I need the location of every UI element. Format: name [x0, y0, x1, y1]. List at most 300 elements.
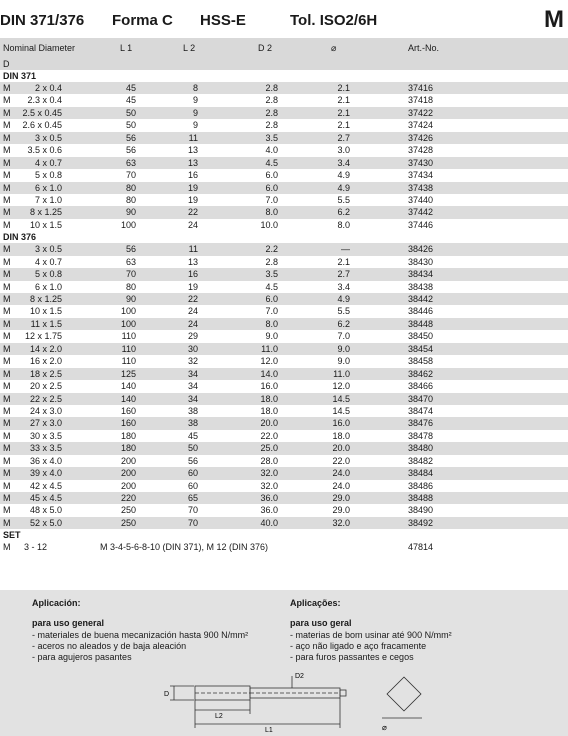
- table-row: [0, 330, 568, 342]
- row-size: 27 x 3.0: [29, 418, 62, 429]
- row-d2: 25.0: [260, 443, 278, 454]
- row-l1: 180: [120, 430, 136, 441]
- row-art-no: 37430: [408, 157, 434, 168]
- row-l2: 56: [187, 455, 198, 466]
- row-size: 4 x 0.7: [34, 256, 62, 267]
- row-art-no: 38480: [408, 443, 434, 454]
- table-row: [0, 517, 568, 529]
- row-size: 2.3 x 0.4: [27, 95, 62, 106]
- row-l1: 140: [120, 381, 136, 392]
- table-row: [0, 480, 568, 492]
- row-size: 22 x 2.5: [29, 393, 62, 404]
- set-size: 3 - 12: [24, 542, 48, 553]
- row-l1: 45: [125, 95, 136, 106]
- row-m: M: [3, 381, 11, 392]
- row-l2: 22: [187, 207, 198, 218]
- row-art-no: 38462: [408, 368, 434, 379]
- row-art-no: 37438: [408, 182, 434, 193]
- page-header: [0, 6, 568, 36]
- row-d2: 6.0: [265, 294, 278, 304]
- group-din376: DIN 376: [0, 231, 568, 243]
- row-l2: 38: [187, 418, 198, 429]
- row-d2: 36.0: [260, 505, 278, 516]
- row-diameter: 2.1: [337, 120, 350, 131]
- row-l1: 63: [125, 157, 136, 168]
- row-l2: 13: [187, 145, 198, 156]
- row-art-no: 38454: [408, 343, 434, 354]
- drawing-label-d2: D2: [295, 673, 304, 680]
- row-l1: 160: [120, 418, 136, 429]
- row-size: 7 x 1.0: [34, 194, 62, 205]
- row-size: 10 x 1.5: [29, 306, 62, 317]
- col-nominal-diameter: Nominal Diameter: [3, 43, 76, 53]
- row-diameter: 3.4: [337, 157, 350, 168]
- row-d2: 10.0: [260, 219, 278, 230]
- row-l2: 11: [188, 244, 198, 255]
- table-row: [0, 206, 568, 218]
- row-size: 5 x 0.8: [34, 170, 62, 181]
- row-m: M: [3, 331, 11, 342]
- table-row: [0, 268, 568, 280]
- row-diameter: 2.1: [337, 256, 350, 267]
- table-row: [0, 455, 568, 467]
- table-row: [0, 467, 568, 479]
- standard-label: DIN 371/376: [0, 12, 85, 29]
- row-art-no: 38470: [408, 393, 434, 404]
- row-art-no: 37422: [408, 107, 434, 118]
- table-row: [0, 504, 568, 516]
- table-row: [0, 417, 568, 429]
- row-m: M: [3, 120, 11, 131]
- table-row: [0, 281, 568, 293]
- row-art-no: 37446: [408, 219, 434, 230]
- row-art-no: 37426: [408, 132, 434, 143]
- row-d2: 2.8: [265, 107, 278, 118]
- pt-item: - aço não ligado e aço fracamente: [290, 641, 427, 651]
- row-art-no: 38486: [408, 480, 434, 491]
- col-diameter-symbol: ⌀: [331, 43, 337, 53]
- es-item: - para agujeros pasantes: [32, 652, 132, 662]
- row-l2: 24: [187, 318, 198, 329]
- table-row: [0, 119, 568, 131]
- set-art-no: 47814: [408, 542, 434, 553]
- row-l2: 45: [187, 430, 198, 441]
- row-m: M: [3, 455, 11, 466]
- row-diameter: 2.1: [337, 95, 350, 106]
- row-m: M: [3, 95, 11, 106]
- row-l1: 80: [125, 194, 136, 205]
- row-m: M: [3, 256, 11, 267]
- row-m: M: [3, 194, 11, 205]
- row-size: 36 x 4.0: [29, 455, 62, 466]
- row-l2: 9: [192, 95, 198, 106]
- row-size: 6 x 1.0: [34, 281, 62, 292]
- row-m: M: [3, 182, 11, 193]
- row-l1: 200: [120, 455, 136, 466]
- row-art-no: 38474: [408, 405, 434, 416]
- row-size: 11 x 1.5: [30, 318, 62, 329]
- row-m: M: [3, 107, 11, 118]
- row-l2: 9: [192, 107, 198, 118]
- row-size: 45 x 4.5: [29, 493, 62, 503]
- row-l1: 56: [125, 244, 136, 255]
- drawing-label-d: D: [164, 691, 170, 698]
- row-diameter: 22.0: [332, 455, 350, 466]
- pt-subtitle: para uso geral: [290, 618, 352, 628]
- row-l2: 50: [187, 443, 198, 454]
- row-d2: 7.0: [265, 194, 278, 205]
- col-nominal-d: D: [3, 59, 10, 69]
- row-art-no: 38430: [408, 256, 434, 267]
- row-l1: 90: [125, 294, 136, 304]
- row-m: M: [3, 443, 11, 454]
- row-m: M: [3, 405, 11, 416]
- table-row: [0, 169, 568, 181]
- row-size: 4 x 0.7: [34, 157, 62, 168]
- row-art-no: 38434: [408, 269, 434, 280]
- row-l2: 16: [187, 170, 198, 181]
- row-d2: 9.0: [265, 331, 278, 342]
- row-l1: 70: [125, 269, 136, 280]
- din376-rows: [0, 243, 568, 529]
- row-d2: 40.0: [260, 517, 278, 528]
- row-size: 8 x 1.25: [29, 207, 62, 218]
- table-row: [0, 293, 568, 305]
- tap-dimension-drawing: [160, 668, 460, 734]
- row-l1: 70: [125, 170, 136, 181]
- table-row: [0, 182, 568, 194]
- row-d2: 16.0: [260, 381, 278, 392]
- table-row: [0, 132, 568, 144]
- es-item: - aceros no aleados y de baja aleación: [32, 641, 187, 651]
- es-title: Aplicación:: [32, 598, 81, 608]
- row-art-no: 38484: [408, 468, 434, 479]
- row-d2: 14.0: [260, 368, 278, 379]
- row-d2: 22.0: [260, 430, 278, 441]
- table-row: [0, 430, 568, 442]
- row-size: 2 x 0.4: [34, 83, 62, 93]
- drawing-label-diameter: ⌀: [382, 723, 387, 732]
- row-m: M: [3, 157, 11, 168]
- pt-item: - materias de bom usinar até 900 N/mm²: [290, 630, 452, 640]
- row-art-no: 38458: [408, 356, 434, 367]
- row-d2: 2.8: [265, 256, 278, 267]
- row-m: M: [3, 480, 11, 491]
- row-l2: 11: [188, 132, 198, 143]
- drawing-label-l1: L1: [265, 727, 273, 734]
- row-m: M: [3, 83, 11, 93]
- row-diameter: 9.0: [337, 343, 350, 354]
- row-d2: 2.8: [265, 120, 278, 131]
- col-d2: D 2: [258, 43, 273, 53]
- table-row: [0, 492, 568, 504]
- row-art-no: 37442: [408, 207, 434, 218]
- row-diameter: 14.5: [332, 393, 350, 404]
- row-l2: 60: [187, 468, 198, 479]
- row-d2: 32.0: [260, 468, 278, 479]
- row-m: M: [3, 306, 11, 317]
- set-description: M 3-4-5-6-8-10 (DIN 371), M 12 (DIN 376): [100, 542, 269, 553]
- section-letter: M: [544, 6, 564, 33]
- row-d2: 36.0: [260, 493, 278, 503]
- col-art-no: Art.-No.: [408, 43, 440, 53]
- row-l2: 16: [187, 269, 198, 280]
- row-l2: 19: [187, 194, 198, 205]
- row-diameter: 18.0: [332, 430, 350, 441]
- table-row: [0, 380, 568, 392]
- table-row: [0, 107, 568, 119]
- row-size: 8 x 1.25: [29, 294, 62, 304]
- row-l2: 13: [187, 256, 198, 267]
- row-diameter: 9.0: [337, 356, 350, 367]
- table-header: [0, 38, 568, 70]
- row-m: M: [3, 356, 11, 367]
- row-l1: 125: [120, 368, 136, 379]
- row-diameter: 3.0: [337, 145, 350, 156]
- row-art-no: 38482: [408, 455, 434, 466]
- row-art-no: 38466: [408, 381, 434, 392]
- table-row: [0, 256, 568, 268]
- row-l2: 34: [187, 381, 198, 392]
- row-d2: 4.5: [265, 157, 278, 168]
- row-size: 30 x 3.5: [29, 430, 62, 441]
- row-size: 5 x 0.8: [34, 269, 62, 280]
- row-art-no: 38476: [408, 418, 434, 429]
- row-m: M: [3, 219, 11, 230]
- row-l2: 8: [192, 83, 198, 93]
- row-l1: 110: [121, 343, 136, 354]
- table-row: [0, 219, 568, 231]
- row-l1: 50: [125, 107, 136, 118]
- row-diameter: 6.2: [337, 318, 350, 329]
- row-diameter: 2.7: [337, 132, 350, 143]
- row-l1: 100: [120, 318, 136, 329]
- row-d2: 2.2: [265, 244, 278, 255]
- row-l1: 50: [125, 120, 136, 131]
- row-size: 16 x 2.0: [29, 356, 62, 367]
- row-diameter: 20.0: [332, 443, 350, 454]
- row-size: 52 x 5.0: [29, 517, 62, 528]
- row-diameter: 2.1: [337, 83, 350, 93]
- tolerance-label: Tol. ISO2/6H: [290, 12, 378, 29]
- row-l1: 200: [120, 480, 136, 491]
- row-m: M: [3, 517, 11, 528]
- row-diameter: 7.0: [337, 331, 350, 342]
- table-row: [0, 243, 568, 255]
- table-row: [0, 194, 568, 206]
- row-m: M: [3, 269, 11, 280]
- row-l2: 24: [187, 219, 198, 230]
- row-size: 48 x 5.0: [29, 505, 62, 516]
- row-l2: 24: [187, 306, 198, 317]
- form-label: Forma C: [112, 12, 173, 29]
- table-row: [0, 318, 568, 330]
- row-l2: 22: [187, 294, 198, 304]
- row-art-no: 37416: [408, 83, 434, 93]
- row-l2: 32: [187, 356, 198, 367]
- row-l1: 200: [120, 468, 136, 479]
- row-diameter: 24.0: [332, 480, 350, 491]
- row-size: 33 x 3.5: [29, 443, 62, 454]
- material-label: HSS-E: [200, 12, 246, 29]
- row-l1: 45: [125, 83, 136, 93]
- din371-rows: [0, 82, 568, 231]
- row-l1: 220: [120, 493, 136, 503]
- row-art-no: 38448: [408, 318, 434, 329]
- row-d2: 12.0: [260, 356, 278, 367]
- es-item: - materiales de buena mecanización hasta 900 N/mm²: [32, 630, 249, 640]
- row-l2: 29: [187, 331, 198, 342]
- row-size: 24 x 3.0: [29, 405, 62, 416]
- row-art-no: 37434: [408, 170, 434, 181]
- row-diameter: 32.0: [332, 517, 350, 528]
- row-size: 39 x 4.0: [29, 468, 62, 479]
- row-m: M: [3, 318, 11, 329]
- row-diameter: 2.7: [337, 269, 350, 280]
- table-row: [0, 393, 568, 405]
- row-size: 12 x 1.75: [24, 331, 62, 342]
- row-art-no: 38490: [408, 505, 434, 516]
- row-l1: 250: [120, 517, 136, 528]
- row-l2: 13: [187, 157, 198, 168]
- set-row: [0, 541, 568, 553]
- row-m: M: [3, 430, 11, 441]
- row-diameter: 14.5: [332, 405, 350, 416]
- row-l2: 34: [187, 368, 198, 379]
- table-row: [0, 157, 568, 169]
- es-list: [32, 630, 248, 663]
- row-diameter: 29.0: [332, 505, 350, 516]
- row-diameter: 5.5: [337, 306, 350, 317]
- row-diameter: 6.2: [337, 207, 350, 218]
- row-l1: 63: [125, 256, 136, 267]
- row-art-no: 38446: [408, 306, 434, 317]
- row-l1: 80: [125, 182, 136, 193]
- row-size: 14 x 2.0: [29, 343, 62, 354]
- row-diameter: 12.0: [332, 381, 350, 392]
- row-m: M: [3, 244, 11, 255]
- row-diameter: 24.0: [332, 468, 350, 479]
- row-diameter: 3.4: [337, 281, 350, 292]
- row-d2: 2.8: [265, 83, 278, 93]
- row-l1: 140: [120, 393, 136, 404]
- row-size: 2.6 x 0.45: [22, 120, 62, 131]
- row-d2: 3.5: [265, 269, 278, 280]
- row-art-no: 38492: [408, 517, 434, 528]
- row-d2: 6.0: [265, 182, 278, 193]
- drawing-label-l2: L2: [215, 713, 223, 720]
- row-l1: 160: [120, 405, 136, 416]
- table-row: [0, 343, 568, 355]
- row-m: M: [3, 207, 11, 218]
- row-art-no: 38478: [408, 430, 434, 441]
- row-d2: 4.0: [265, 145, 278, 156]
- row-d2: 8.0: [265, 318, 278, 329]
- row-m: M: [3, 393, 11, 404]
- row-l1: 110: [121, 356, 136, 367]
- row-diameter: —: [341, 244, 350, 255]
- row-l2: 34: [187, 393, 198, 404]
- row-d2: 28.0: [260, 455, 278, 466]
- row-diameter: 5.5: [337, 194, 350, 205]
- row-diameter: 8.0: [337, 219, 350, 230]
- row-m: M: [3, 294, 11, 304]
- row-l2: 60: [187, 480, 198, 491]
- row-l2: 19: [187, 182, 198, 193]
- row-size: 3.5 x 0.6: [27, 145, 62, 156]
- row-d2: 18.0: [260, 393, 278, 404]
- table-row: [0, 305, 568, 317]
- row-diameter: 16.0: [332, 418, 350, 429]
- row-m: M: [3, 281, 11, 292]
- row-m: M: [3, 505, 11, 516]
- group-din371: DIN 371: [0, 70, 568, 82]
- row-size: 3 x 0.5: [34, 244, 62, 255]
- row-l1: 90: [125, 207, 136, 218]
- table-row: [0, 82, 568, 94]
- row-m: M: [3, 132, 11, 143]
- row-diameter: 11.0: [333, 368, 350, 379]
- row-art-no: 38438: [408, 281, 434, 292]
- row-m: M: [3, 493, 11, 503]
- row-diameter: 2.1: [337, 107, 350, 118]
- table-row: [0, 368, 568, 380]
- row-l1: 110: [121, 331, 136, 342]
- row-l2: 70: [187, 517, 198, 528]
- row-art-no: 37418: [408, 95, 434, 106]
- row-l1: 100: [120, 306, 136, 317]
- row-d2: 18.0: [260, 405, 278, 416]
- row-l1: 56: [125, 145, 136, 156]
- pt-title: Aplicações:: [290, 598, 341, 608]
- row-d2: 6.0: [265, 170, 278, 181]
- col-l2: L 2: [183, 43, 196, 53]
- table-row: [0, 94, 568, 106]
- row-art-no: 38450: [408, 331, 434, 342]
- row-size: 6 x 1.0: [34, 182, 62, 193]
- row-diameter: 4.9: [337, 170, 350, 181]
- row-art-no: 37428: [408, 145, 434, 156]
- row-d2: 11.0: [261, 343, 278, 354]
- row-l1: 56: [125, 132, 136, 143]
- row-l1: 180: [120, 443, 136, 454]
- row-d2: 3.5: [265, 132, 278, 143]
- row-art-no: 38442: [408, 294, 434, 304]
- group-set: SET: [0, 529, 568, 541]
- row-size: 2.5 x 0.45: [22, 107, 62, 118]
- row-diameter: 29.0: [332, 493, 350, 503]
- pt-item: - para furos passantes e cegos: [290, 652, 414, 662]
- row-m: M: [3, 368, 11, 379]
- row-d2: 20.0: [260, 418, 278, 429]
- row-size: 20 x 2.5: [29, 381, 62, 392]
- row-art-no: 38488: [408, 493, 434, 503]
- row-m: M: [3, 145, 11, 156]
- row-l1: 250: [120, 505, 136, 516]
- table-row: [0, 442, 568, 454]
- pt-list: [290, 630, 452, 663]
- row-art-no: 37440: [408, 194, 434, 205]
- row-l2: 9: [192, 120, 198, 131]
- row-art-no: 37424: [408, 120, 434, 131]
- row-size: 10 x 1.5: [29, 219, 62, 230]
- row-d2: 8.0: [265, 207, 278, 218]
- row-size: 3 x 0.5: [34, 132, 62, 143]
- row-m: M: [3, 468, 11, 479]
- row-diameter: 4.9: [337, 294, 350, 304]
- row-l1: 80: [125, 281, 136, 292]
- row-d2: 32.0: [260, 480, 278, 491]
